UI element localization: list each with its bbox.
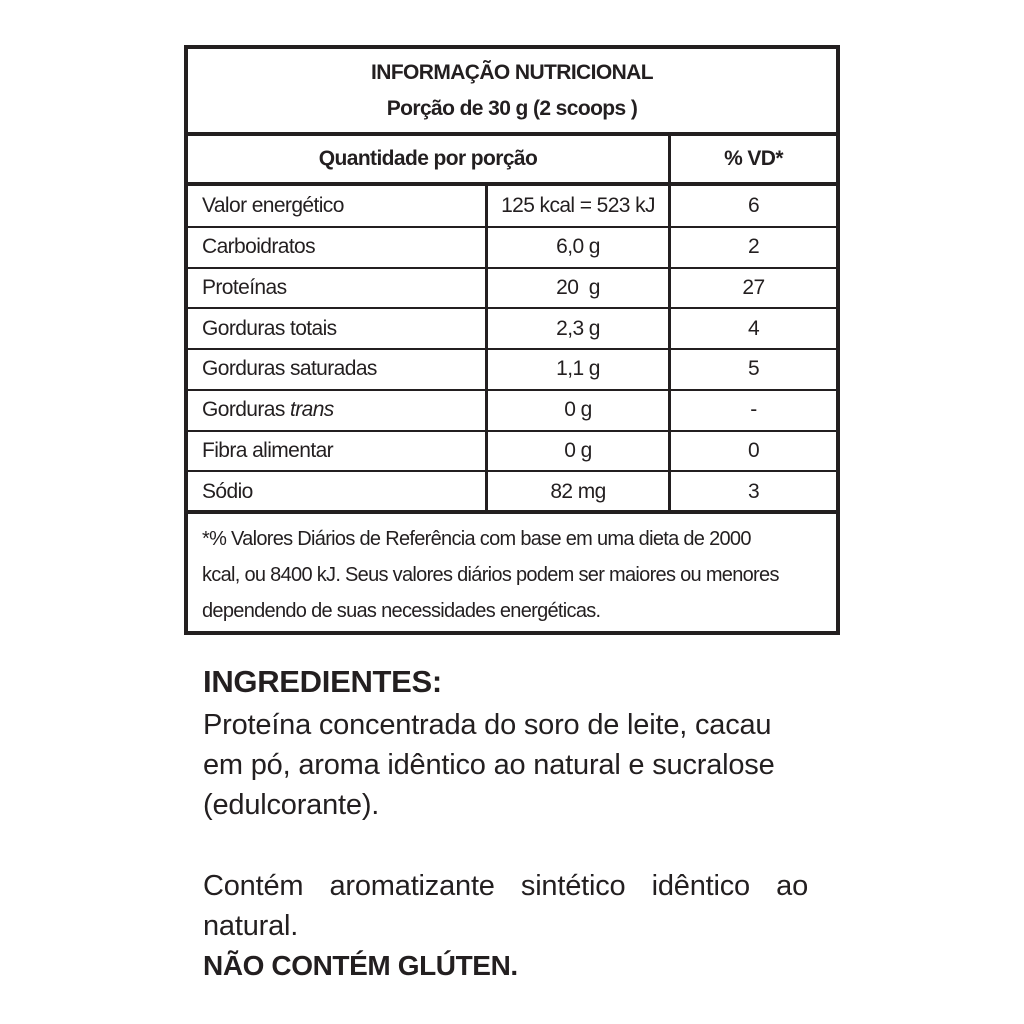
- nutrient-amount: 2,3 g: [556, 316, 600, 340]
- nutrient-daily-value: 5: [747, 357, 760, 381]
- header-daily-value: % VD*: [724, 147, 783, 170]
- nutrient-name: [202, 471, 482, 512]
- nutrient-amount: 1,1 g: [556, 357, 600, 381]
- nutrient-daily-value: 27: [742, 275, 765, 299]
- nutrition-facts-table: [184, 45, 840, 635]
- divider: [188, 510, 836, 514]
- nutrient-amount: 20 g: [556, 275, 600, 299]
- ingredients-heading: INGREDIENTES:: [203, 664, 442, 699]
- nutrient-amount: 6,0 g: [556, 235, 600, 259]
- nutrient-name-italic: trans: [289, 398, 334, 422]
- nutrient-name: [202, 431, 482, 472]
- nutrient-daily-value: 2: [747, 235, 760, 259]
- nutrient-name: [202, 186, 482, 227]
- nutrient-name: [202, 349, 482, 390]
- nutrient-name-text: Gorduras totais: [202, 316, 337, 340]
- nutrient-name-text: Carboidratos: [202, 235, 316, 259]
- nutrient-amount: 82 mg: [550, 479, 606, 503]
- table-title: INFORMAÇÃO NUTRICIONAL: [371, 61, 653, 84]
- nutrient-name-text: Sódio: [202, 479, 253, 503]
- nutrient-name: [202, 268, 482, 309]
- nutrient-name: [202, 390, 482, 431]
- serving-size: Porção de 30 g (2 scoops ): [386, 97, 638, 120]
- nutrient-amount: 0 g: [564, 398, 592, 422]
- nutrient-daily-value: 6: [747, 194, 760, 218]
- nutrient-name-text: Gorduras: [202, 398, 290, 422]
- ingredients-line: (edulcorante).: [203, 789, 380, 821]
- nutrient-daily-value: 0: [747, 438, 760, 462]
- nutrient-amount: 125 kcal = 523 kJ: [501, 194, 655, 218]
- footnote-line: dependendo de suas necessidades energéticas.: [202, 600, 601, 622]
- ingredients-line: Proteína concentrada do soro de leite, cacau: [203, 709, 772, 741]
- footnote-line: *% Valores Diários de Referência com base em uma dieta de 2000: [202, 528, 751, 550]
- nutrient-name: [202, 227, 482, 268]
- nutrient-daily-value: -: [750, 398, 757, 422]
- ingredients-line: em pó, aroma idêntico ao natural e sucralose: [203, 749, 775, 781]
- nutrient-name-text: Proteínas: [202, 275, 287, 299]
- footnote-line: kcal, ou 8400 kJ. Seus valores diários podem ser maiores ou menores: [202, 564, 779, 586]
- nutrient-amount: 0 g: [564, 438, 592, 462]
- nutrient-name: [202, 308, 482, 349]
- nutrient-daily-value: 4: [747, 316, 760, 340]
- nutrient-name-text: Gorduras saturadas: [202, 357, 377, 381]
- ingredients-list: [203, 705, 823, 825]
- nutrient-name-text: Valor energético: [202, 194, 344, 218]
- gluten-notice: NÃO CONTÉM GLÚTEN.: [203, 950, 518, 981]
- daily-value-footnote: [202, 521, 824, 629]
- nutrient-daily-value: 3: [747, 479, 760, 503]
- header-quantity: Quantidade por porção: [318, 147, 538, 170]
- nutrient-name-text: Fibra alimentar: [202, 438, 334, 462]
- flavoring-notice: Contém aromatizante sintético idêntico ao natural.: [203, 870, 808, 942]
